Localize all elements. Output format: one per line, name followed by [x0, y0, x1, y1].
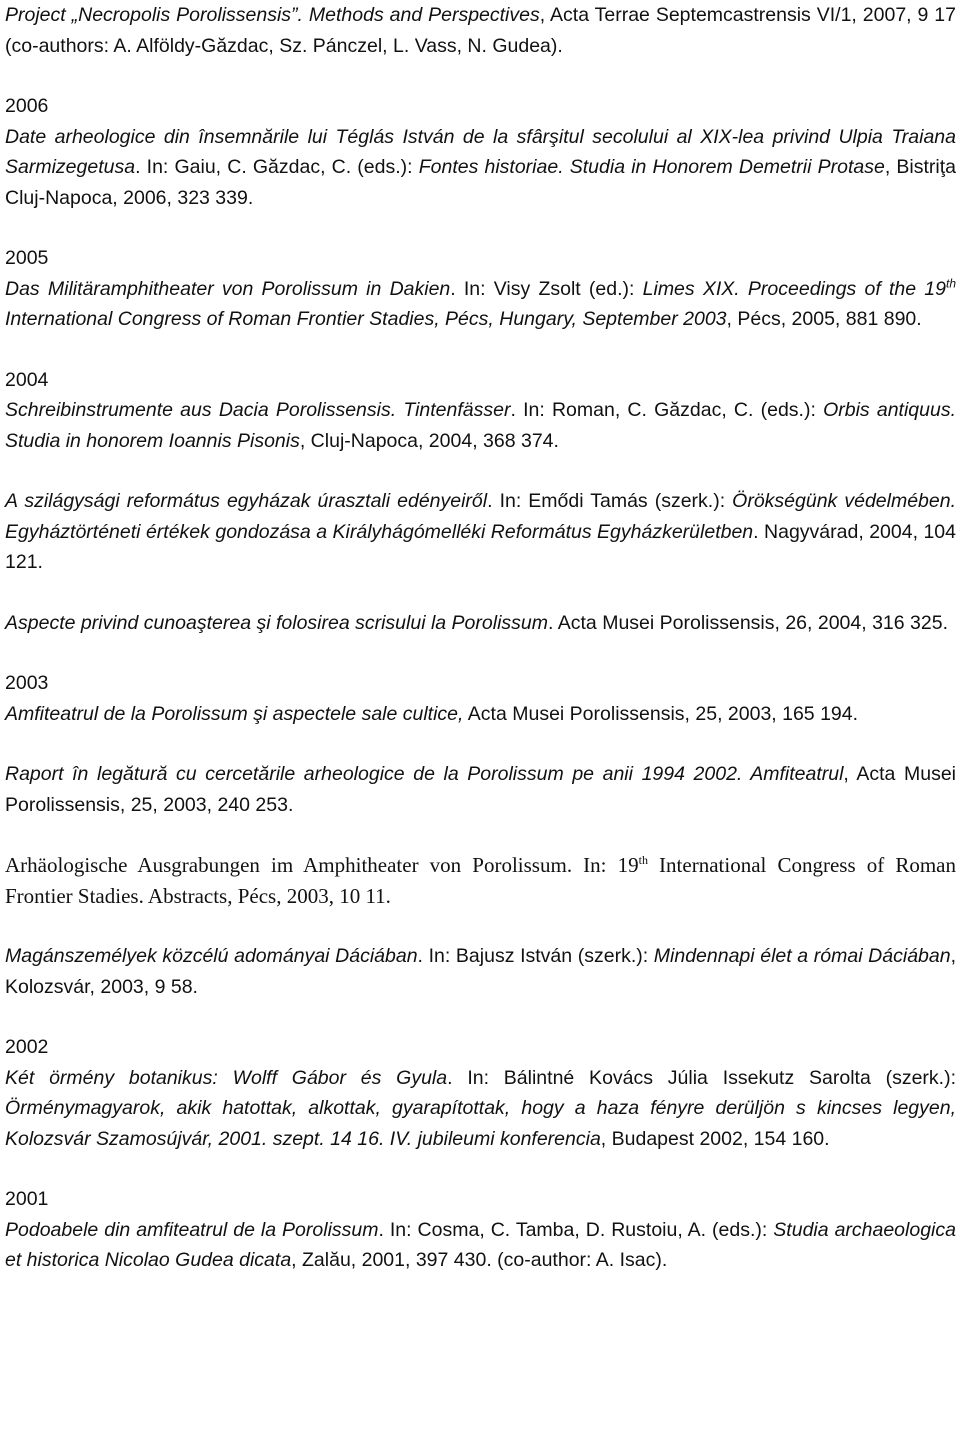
entry-detail-text: . In: Emődi Tamás (szerk.):	[487, 490, 733, 512]
bibliography-entry	[5, 274, 956, 335]
entry-detail-text: , Acta Terrae Septemcastrensis VI/1, 2007, 9 17 (co-authors: A. Alföldy-Găzdac, Sz. Pánczel, L. Vass, N. Gudea).	[5, 4, 956, 57]
entry-detail-text: . In: Gaiu, C. Găzdac, C. (eds.):	[135, 156, 419, 178]
entry-title-text: Aspecte privind cunoaşterea şi folosirea scrisului la Porolissum	[5, 611, 548, 634]
entry-title-text: Örménymagyarok, akik hatottak, alkottak, gyarapítottak, hogy a haza fényre derüljön s kincses legyen, Kolozsvár Szamosújvár, 2001. szept. 14 16. IV. jubileumi konferencia	[5, 1097, 956, 1150]
entry-detail-text: International Congress of Roman Frontier Stadies. Abstracts, Pécs, 2003, 10 11.	[5, 853, 956, 908]
entry-title-text: Project „Necropolis Porolissensis”. Methods and Perspectives	[5, 4, 540, 26]
bibliography-entry	[5, 699, 956, 730]
bibliography-entry	[5, 759, 956, 820]
bibliography-entry	[5, 850, 956, 911]
year-heading: 2004	[5, 368, 49, 391]
entry-title-text: A szilágysági református egyházak úrasztali edényeiről	[5, 490, 488, 512]
entry-detail-text: , Cluj-Napoca, 2004, 368 374.	[299, 429, 559, 452]
entry-title-text: Date arheologice din însemnările lui Téglás István de la sfârşitul secolului al XIX-lea privind Ulpia Traiana Sarmizegetusa	[5, 125, 956, 178]
bibliography-entry	[5, 1215, 956, 1276]
entry-title-text: Raport în legătură cu cercetările arheologice de la Porolissum pe anii 1994 2002. Amfiteatrul	[5, 763, 844, 785]
year-heading: 2006	[5, 95, 49, 117]
entry-detail-text: , Acta Musei Porolissensis, 25, 2003, 240 253.	[5, 763, 956, 816]
entry-detail-text: , Pécs, 2005, 881 890.	[726, 308, 922, 330]
entry-title-text: Fontes historiae. Studia in Honorem Demetrii Protase	[418, 156, 885, 178]
entry-detail-text: . Nagyvárad, 2004, 104 121.	[5, 520, 956, 573]
entry-detail-text: . Acta Musei Porolissensis, 26, 2004, 316 325.	[548, 611, 948, 634]
entry-title-text: Két örmény botanikus: Wolff Gábor és Gyula	[5, 1066, 448, 1089]
entry-title-text: Studia archaeologica et historica Nicolao Gudea dicata	[5, 1218, 956, 1271]
entry-title-text: Podoabele din amfiteatrul de la Porolissum	[5, 1218, 379, 1241]
bibliography-entry	[5, 486, 956, 578]
entry-detail-text: . In: Visy Zsolt (ed.):	[450, 277, 643, 300]
entry-detail-text: . In: Bálintné Kovács Júlia Issekutz Sarolta (szerk.):	[447, 1066, 957, 1089]
entry-title-text: Mindennapi élet a római Dáciában	[653, 945, 951, 967]
bibliography-entry	[5, 395, 956, 456]
year-heading: 2005	[5, 247, 49, 269]
year-heading: 2003	[5, 672, 49, 694]
bibliography-entry	[5, 122, 956, 214]
entry-detail-text: , Budapest 2002, 154 160.	[600, 1127, 830, 1150]
entry-title-text: Magánszemélyek közcélú adományai Dáciában	[5, 945, 418, 967]
year-heading: 2001	[5, 1188, 49, 1210]
entry-title-text: Limes XIX. Proceedings of the 19	[642, 277, 946, 300]
bibliography-entry	[5, 0, 956, 61]
entry-detail-text: . In: 19	[566, 853, 639, 877]
entry-title-text: Amfiteatrul de la Porolissum şi aspectele sale cultice,	[5, 702, 464, 725]
entry-detail-text: , Kolozsvár, 2003, 9 58.	[5, 945, 956, 998]
entry-detail-text: Acta Musei Porolissensis, 25, 2003, 165 194.	[463, 702, 859, 725]
entry-detail-text: , Bistriţa Cluj-Napoca, 2006, 323 339.	[5, 156, 956, 209]
entry-detail-text: , Zalău, 2001, 397 430. (co-author: A. Isac).	[291, 1249, 668, 1271]
entry-detail-text: . In: Cosma, C. Tamba, D. Rustoiu, A. (eds.):	[378, 1218, 774, 1241]
bibliography-entry	[5, 941, 956, 1002]
bibliography-entry	[5, 1063, 956, 1155]
superscript-text: th	[945, 276, 956, 290]
entry-title-text: International Congress of Roman Frontier Stadies, Pécs, Hungary, September 2003	[5, 308, 727, 330]
year-heading: 2002	[5, 1036, 49, 1058]
entry-title-text: Schreibinstrumente aus Dacia Porolissensis. Tintenfässer	[5, 399, 511, 421]
entry-detail-text: Arhäologische Ausgrabungen im Amphitheater von Porolissum	[5, 853, 567, 877]
entry-detail-text: . In: Bajusz István (szerk.):	[417, 945, 654, 967]
bibliography-entry	[5, 608, 956, 639]
superscript-text: th	[638, 853, 648, 867]
entry-title-text: Orbis antiquus. Studia in honorem Ioannis Pisonis	[5, 399, 956, 452]
entry-detail-text: . In: Roman, C. Găzdac, C. (eds.):	[510, 399, 824, 421]
entry-title-text: Örökségünk védelmében. Egyháztörténeti értékek gondozása a Királyhágómelléki Református Egyházkerületben	[5, 490, 957, 543]
entry-title-text: Das Militäramphitheater von Porolissum in Dakien	[5, 277, 451, 300]
